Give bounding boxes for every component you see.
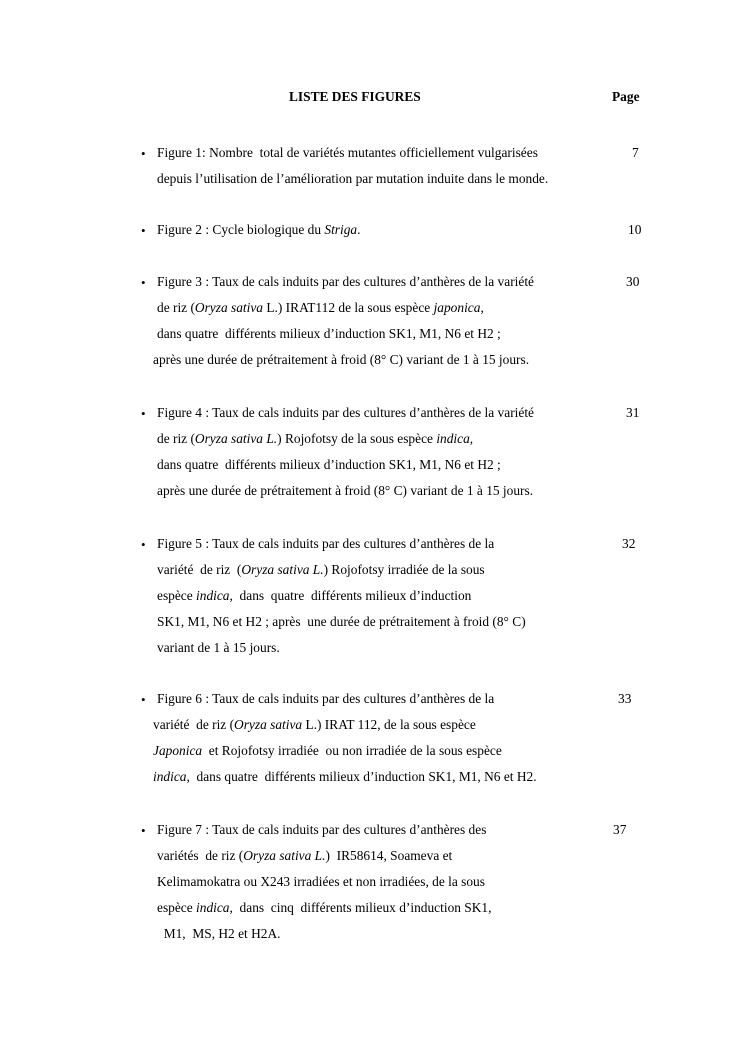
figure-4-page-number: 31 xyxy=(626,405,640,420)
figure-5-line-2: variété de riz (Oryza sativa L.) Rojofotsy irradiée de la sous xyxy=(157,562,485,577)
figure-2-page-number: 10 xyxy=(628,222,642,237)
bullet-icon: • xyxy=(141,406,146,421)
figure-6-line-2: variété de riz (Oryza sativa L.) IRAT 112, de la sous espèce xyxy=(153,717,476,732)
bullet-icon: • xyxy=(141,823,146,838)
figure-5-line-4: SK1, M1, N6 et H2 ; après une durée de prétraitement à froid (8° C) xyxy=(157,614,526,629)
figure-4-line-3: dans quatre différents milieux d’induction SK1, M1, N6 et H2 ; xyxy=(157,457,501,472)
figure-1-page-number: 7 xyxy=(632,145,639,160)
page-column-header: Page xyxy=(612,89,640,104)
figure-5-line-5: variant de 1 à 15 jours. xyxy=(157,640,280,655)
figure-3-page-number: 30 xyxy=(626,274,640,289)
figure-3-line-2: de riz (Oryza sativa L.) IRAT112 de la sous espèce japonica, xyxy=(157,300,484,315)
figure-3-line-4: après une durée de prétraitement à froid (8° C) variant de 1 à 15 jours. xyxy=(153,352,530,367)
bullet-icon: • xyxy=(141,692,146,707)
figure-7-line-1: Figure 7 : Taux de cals induits par des cultures d’anthères des xyxy=(157,822,487,837)
figure-5-line-1: Figure 5 : Taux de cals induits par des cultures d’anthères de la xyxy=(157,536,495,551)
figure-7-line-3: Kelimamokatra ou X243 irradiées et non irradiées, de la sous xyxy=(157,874,485,889)
bullet-icon: • xyxy=(141,537,146,552)
figure-1-line-1: Figure 1: Nombre total de variétés mutantes officiellement vulgarisées xyxy=(157,145,538,160)
page-title: LISTE DES FIGURES xyxy=(289,89,421,104)
figure-7-page-number: 37 xyxy=(613,822,627,837)
figure-6-line-1: Figure 6 : Taux de cals induits par des cultures d’anthères de la xyxy=(157,691,495,706)
figure-3-line-3: dans quatre différents milieux d’induction SK1, M1, N6 et H2 ; xyxy=(157,326,501,341)
figure-6-page-number: 33 xyxy=(618,691,632,706)
figure-7-line-5: M1, MS, H2 et H2A. xyxy=(157,926,281,941)
figure-6-line-4: indica, dans quatre différents milieux d’induction SK1, M1, N6 et H2. xyxy=(153,769,537,784)
figure-4-line-1: Figure 4 : Taux de cals induits par des cultures d’anthères de la variété xyxy=(157,405,534,420)
bullet-icon: • xyxy=(141,146,146,161)
figure-5-page-number: 32 xyxy=(622,536,636,551)
figure-4-line-2: de riz (Oryza sativa L.) Rojofotsy de la sous espèce indica, xyxy=(157,431,474,446)
figure-7-line-2: variétés de riz (Oryza sativa L.) IR58614, Soameva et xyxy=(157,848,453,863)
bullet-icon: • xyxy=(141,275,146,290)
figure-6-line-3: Japonica et Rojofotsy irradiée ou non irradiée de la sous espèce xyxy=(153,743,502,758)
figure-2-line-1: Figure 2 : Cycle biologique du Striga. xyxy=(157,222,361,237)
figure-3-line-1: Figure 3 : Taux de cals induits par des cultures d’anthères de la variété xyxy=(157,274,534,289)
figure-4-line-4: après une durée de prétraitement à froid (8° C) variant de 1 à 15 jours. xyxy=(157,483,534,498)
figure-7-line-4: espèce indica, dans cinq différents milieux d’induction SK1, xyxy=(157,900,492,915)
figure-5-line-3: espèce indica, dans quatre différents milieux d’induction xyxy=(157,588,472,603)
bullet-icon: • xyxy=(141,223,146,238)
figure-1-line-2: depuis l’utilisation de l’amélioration par mutation induite dans le monde. xyxy=(157,171,549,186)
